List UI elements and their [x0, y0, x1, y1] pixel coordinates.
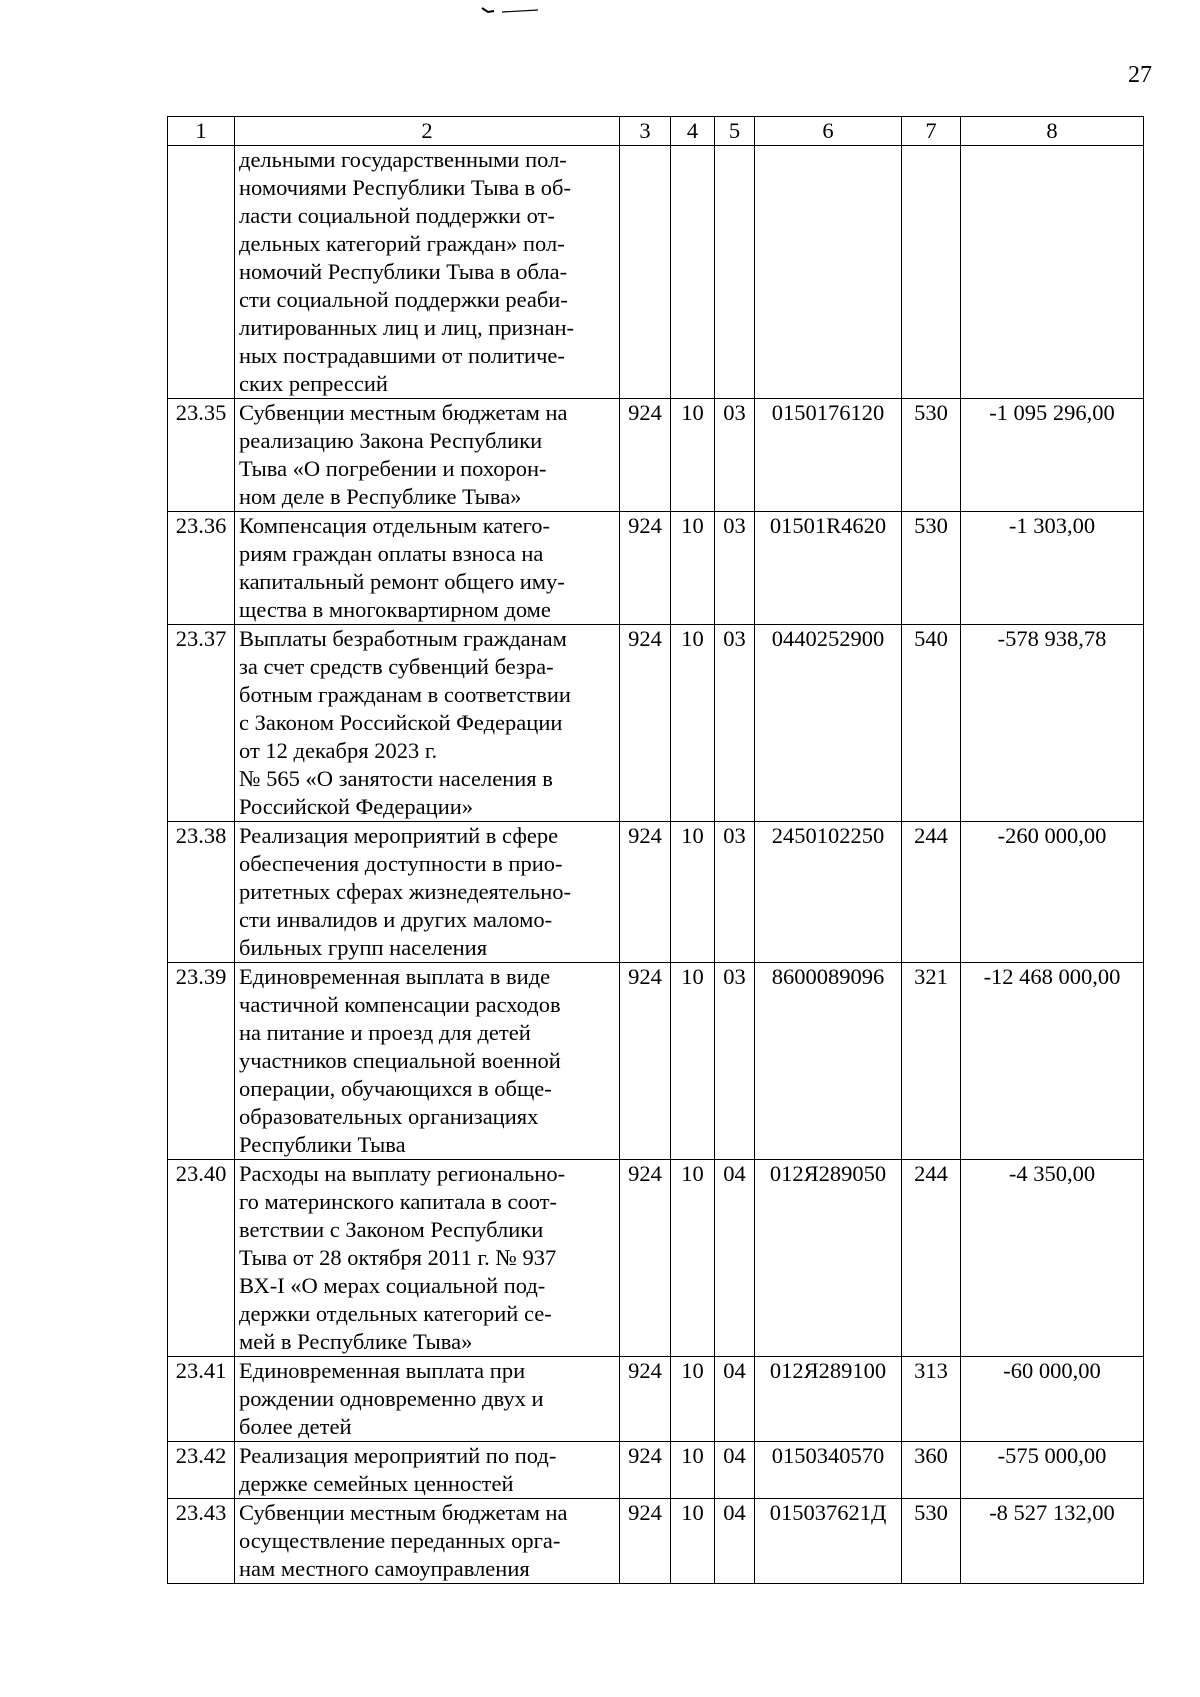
target-article-code: 015037621Д	[755, 1499, 902, 1584]
section-code: 10	[671, 399, 715, 512]
expense-name-line: номочий Республики Тыва в обла-	[239, 259, 568, 284]
column-header-3: 3	[620, 117, 671, 146]
expense-type-code: 244	[902, 1160, 961, 1357]
scan-artifact-mark	[480, 6, 540, 14]
expense-name-line: дельными государственными пол-	[239, 147, 567, 172]
expense-name-line: ном деле в Республике Тыва»	[239, 484, 522, 509]
expense-type-code: 530	[902, 399, 961, 512]
subsection-code	[715, 146, 755, 399]
expense-name-line: Компенсация отдельным катего-	[239, 513, 550, 538]
amount: -578 938,78	[961, 625, 1144, 822]
expense-name-line: ласти социальной поддержки от-	[239, 203, 555, 228]
expense-name-line: мей в Республике Тыва»	[239, 1329, 473, 1354]
expense-name	[235, 1442, 620, 1499]
table-row	[168, 146, 1144, 399]
expense-type-code	[902, 146, 961, 399]
subsection-code: 03	[715, 399, 755, 512]
table-row	[168, 399, 1144, 512]
subsection-code: 03	[715, 625, 755, 822]
expense-name-line: реализацию Закона Республики	[239, 428, 543, 453]
expense-name-line: ВХ-I «О мерах социальной под-	[239, 1273, 546, 1298]
ministry-code: 924	[620, 512, 671, 625]
row-number: 23.38	[168, 822, 235, 963]
amount: -1 095 296,00	[961, 399, 1144, 512]
expense-name-line: за счет средств субвенций безра-	[239, 654, 554, 679]
expense-name-line: Расходы на выплату регионально-	[239, 1161, 566, 1186]
expense-name-line: щества в многоквартирном доме	[239, 597, 551, 622]
row-number: 23.35	[168, 399, 235, 512]
expense-type-code: 321	[902, 963, 961, 1160]
expense-name-line: ных пострадавшими от политиче-	[239, 343, 565, 368]
expense-name-line: риям граждан оплаты взноса на	[239, 541, 544, 566]
expense-name	[235, 822, 620, 963]
table-row	[168, 1160, 1144, 1357]
ministry-code	[620, 146, 671, 399]
column-header-1: 1	[168, 117, 235, 146]
section-code: 10	[671, 512, 715, 625]
subsection-code: 03	[715, 822, 755, 963]
amount: -1 303,00	[961, 512, 1144, 625]
subsection-code: 03	[715, 963, 755, 1160]
expense-name-line: ветствии с Законом Республики	[239, 1217, 544, 1242]
expense-name-line: Тыва «О погребении и похорон-	[239, 456, 547, 481]
column-header-6: 6	[755, 117, 902, 146]
expense-name	[235, 1160, 620, 1357]
amount: -260 000,00	[961, 822, 1144, 963]
target-article-code: 2450102250	[755, 822, 902, 963]
expense-name	[235, 1357, 620, 1442]
target-article-code: 0440252900	[755, 625, 902, 822]
target-article-code	[755, 146, 902, 399]
expense-type-code: 360	[902, 1442, 961, 1499]
section-code	[671, 146, 715, 399]
expense-name-line: держке семейных ценностей	[239, 1471, 514, 1496]
budget-table	[167, 116, 1144, 1584]
expense-name-line: го материнского капитала в соот-	[239, 1189, 558, 1214]
expense-name-line: сти социальной поддержки реаби-	[239, 287, 568, 312]
expense-name-line: нам местного самоуправления	[239, 1556, 530, 1581]
table-row	[168, 822, 1144, 963]
row-number: 23.39	[168, 963, 235, 1160]
ministry-code: 924	[620, 1160, 671, 1357]
expense-name-line: Единовременная выплата при	[239, 1358, 526, 1383]
section-code: 10	[671, 1442, 715, 1499]
expense-name-line: Тыва от 28 октября 2011 г. № 937	[239, 1245, 557, 1270]
subsection-code: 04	[715, 1442, 755, 1499]
amount: -8 527 132,00	[961, 1499, 1144, 1584]
ministry-code: 924	[620, 1442, 671, 1499]
ministry-code: 924	[620, 822, 671, 963]
table-row	[168, 512, 1144, 625]
row-number: 23.43	[168, 1499, 235, 1584]
expense-name-line: ских репрессий	[239, 371, 388, 396]
table-row	[168, 1442, 1144, 1499]
expense-name-line: Субвенции местным бюджетам на	[239, 1500, 568, 1525]
expense-name	[235, 512, 620, 625]
expense-name-line: операции, обучающихся в обще-	[239, 1076, 552, 1101]
column-header-2: 2	[235, 117, 620, 146]
subsection-code: 04	[715, 1160, 755, 1357]
page-number: 27	[1128, 62, 1152, 88]
subsection-code: 04	[715, 1499, 755, 1584]
expense-name-line: от 12 декабря 2023 г.	[239, 738, 438, 763]
expense-name-line: с Законом Российской Федерации	[239, 710, 563, 735]
table-row	[168, 1357, 1144, 1442]
expense-name-line: участников специальной военной	[239, 1048, 561, 1073]
expense-name-line: Единовременная выплата в виде	[239, 964, 551, 989]
expense-name-line: литированных лиц и лиц, признан-	[239, 315, 574, 340]
column-header-5: 5	[715, 117, 755, 146]
table-row	[168, 963, 1144, 1160]
column-header-8: 8	[961, 117, 1144, 146]
ministry-code: 924	[620, 625, 671, 822]
section-code: 10	[671, 822, 715, 963]
expense-name-line: рождении одновременно двух и	[239, 1386, 544, 1411]
expense-type-code: 540	[902, 625, 961, 822]
expense-name-line: Реализация мероприятий в сфере	[239, 823, 559, 848]
expense-name-line: частичной компенсации расходов	[239, 992, 561, 1017]
ministry-code: 924	[620, 1357, 671, 1442]
ministry-code: 924	[620, 1499, 671, 1584]
row-number	[168, 146, 235, 399]
target-article-code: 0150176120	[755, 399, 902, 512]
column-header-7: 7	[902, 117, 961, 146]
section-code: 10	[671, 1499, 715, 1584]
expense-name-line: ботным гражданам в соответствии	[239, 682, 571, 707]
expense-name-line: номочиями Республики Тыва в об-	[239, 175, 571, 200]
amount	[961, 146, 1144, 399]
ministry-code: 924	[620, 399, 671, 512]
expense-name-line: Субвенции местным бюджетам на	[239, 400, 568, 425]
expense-type-code: 244	[902, 822, 961, 963]
section-code: 10	[671, 625, 715, 822]
expense-type-code: 530	[902, 1499, 961, 1584]
expense-name-line: Реализация мероприятий по под-	[239, 1443, 557, 1468]
expense-name-line: на питание и проезд для детей	[239, 1020, 531, 1045]
expense-name-line: осуществление переданных орга-	[239, 1528, 561, 1553]
section-code: 10	[671, 963, 715, 1160]
expense-name	[235, 399, 620, 512]
row-number: 23.36	[168, 512, 235, 625]
section-code: 10	[671, 1160, 715, 1357]
ministry-code: 924	[620, 963, 671, 1160]
expense-name	[235, 963, 620, 1160]
amount: -4 350,00	[961, 1160, 1144, 1357]
row-number: 23.40	[168, 1160, 235, 1357]
subsection-code: 04	[715, 1357, 755, 1442]
expense-name-line: № 565 «О занятости населения в	[239, 766, 553, 791]
expense-type-code: 530	[902, 512, 961, 625]
expense-name-line: Республики Тыва	[239, 1132, 406, 1157]
target-article-code: 0150340570	[755, 1442, 902, 1499]
amount: -12 468 000,00	[961, 963, 1144, 1160]
row-number: 23.41	[168, 1357, 235, 1442]
subsection-code: 03	[715, 512, 755, 625]
row-number: 23.42	[168, 1442, 235, 1499]
expense-name-line: Выплаты безработным гражданам	[239, 626, 567, 651]
target-article-code: 012Я289100	[755, 1357, 902, 1442]
expense-name-line: бильных групп населения	[239, 935, 488, 960]
expense-name-line: сти инвалидов и других маломо-	[239, 907, 553, 932]
expense-name-line: Российской Федерации»	[239, 794, 474, 819]
column-header-4: 4	[671, 117, 715, 146]
table-row	[168, 625, 1144, 822]
expense-name-line: образовательных организациях	[239, 1104, 539, 1129]
expense-name-line: капитальный ремонт общего иму-	[239, 569, 565, 594]
expense-name-line: обеспечения доступности в прио-	[239, 851, 563, 876]
expense-name	[235, 1499, 620, 1584]
section-code: 10	[671, 1357, 715, 1442]
target-article-code: 8600089096	[755, 963, 902, 1160]
target-article-code: 01501R4620	[755, 512, 902, 625]
amount: -575 000,00	[961, 1442, 1144, 1499]
table-header-row	[168, 117, 1144, 146]
expense-name	[235, 625, 620, 822]
expense-name-line: ритетных сферах жизнедеятельно-	[239, 879, 571, 904]
table-row	[168, 1499, 1144, 1584]
expense-name-line: держки отдельных категорий се-	[239, 1301, 552, 1326]
expense-name-line: более детей	[239, 1414, 352, 1439]
target-article-code: 012Я289050	[755, 1160, 902, 1357]
expense-type-code: 313	[902, 1357, 961, 1442]
expense-name	[235, 146, 620, 399]
expense-name-line: дельных категорий граждан» пол-	[239, 231, 565, 256]
amount: -60 000,00	[961, 1357, 1144, 1442]
row-number: 23.37	[168, 625, 235, 822]
